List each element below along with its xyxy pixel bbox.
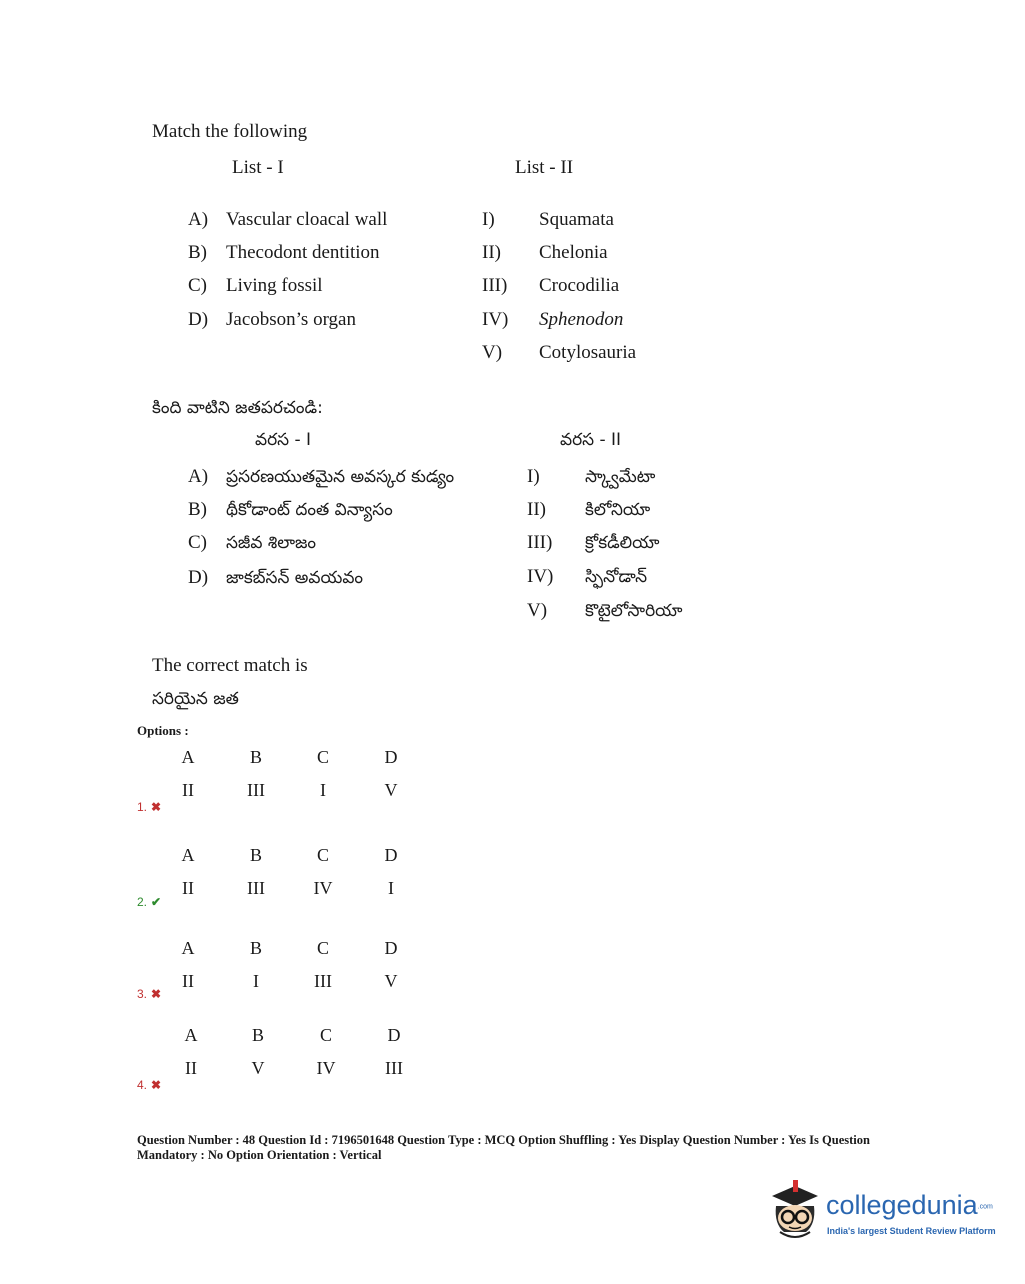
- option-value: I: [253, 971, 259, 991]
- option-header: B: [249, 938, 262, 958]
- option-number: 1. ✖: [137, 800, 162, 814]
- list1-item-telugu: జాకబ్‌సన్ అవయవం: [226, 568, 364, 588]
- list1-key: B): [188, 242, 207, 263]
- option-value: II: [182, 780, 194, 800]
- list1-item-telugu: థీకోడాంట్ దంత విన్యాసం: [226, 500, 393, 520]
- collegedunia-logo[interactable]: [766, 1180, 996, 1250]
- list1-item: Vascular cloacal wall: [226, 209, 388, 230]
- option-header: D: [384, 845, 398, 865]
- list2-key: III): [527, 532, 553, 553]
- list2-item-telugu: కిలోనియా: [585, 500, 651, 520]
- logo-suffix: .com: [977, 1203, 993, 1211]
- option-number: 2. ✔: [137, 895, 162, 909]
- list2-item-telugu: స్క్వామేటా: [585, 467, 656, 487]
- list2-item: Crocodilia: [539, 275, 620, 296]
- option-number: 4. ✖: [137, 1078, 162, 1092]
- list2-item-telugu: కొటైలోసారియా: [585, 601, 683, 621]
- option-value: I: [388, 878, 394, 898]
- option-value: III: [314, 971, 332, 991]
- list1-item-telugu: సజీవ శిలాజం: [226, 533, 317, 553]
- option-value: II: [182, 971, 194, 991]
- correct-match-prompt-telugu: సరియైన జత: [152, 689, 239, 709]
- option-value: II: [182, 878, 194, 898]
- logo-name: collegedunia: [826, 1190, 978, 1220]
- list2-item-telugu: క్రోకడీలియా: [585, 533, 660, 553]
- option-header: A: [181, 747, 195, 767]
- list2-key: II): [527, 499, 546, 520]
- option-value: III: [247, 878, 265, 898]
- question-metadata: Question Number : 48 Question Id : 7196501648 Question Type : MCQ Option Shuffling : Yes Display Question Number : Yes Is Question Mandatory : No Option Orientation : Vertical: [137, 1133, 870, 1162]
- option-header: B: [249, 747, 262, 767]
- list1-key: B): [188, 499, 207, 520]
- option-value: V: [251, 1058, 265, 1078]
- option-value: I: [320, 780, 326, 800]
- option-header: B: [251, 1025, 264, 1045]
- question-heading-telugu: కింది వాటిని జతపరచండి:: [152, 398, 323, 418]
- option-header: D: [387, 1025, 401, 1045]
- list2-key: II): [482, 242, 501, 263]
- option-header: A: [181, 938, 195, 958]
- option-value: III: [247, 780, 265, 800]
- option-header: C: [319, 1025, 332, 1045]
- list1-item-telugu: ప్రసరణయుతమైన అవస్కర కుడ్యం: [226, 467, 455, 487]
- list1-key: C): [188, 275, 207, 296]
- correct-match-prompt: The correct match is: [152, 655, 308, 676]
- list2-key: IV): [482, 309, 509, 330]
- option-value: V: [384, 780, 398, 800]
- list2-title-telugu: వరస - II: [560, 430, 622, 450]
- mascot-icon: [766, 1180, 824, 1246]
- list2-key: I): [482, 209, 495, 230]
- question-heading: Match the following: [152, 121, 308, 142]
- option-header: A: [184, 1025, 198, 1045]
- list1-key: A): [188, 209, 209, 230]
- option-number: 3. ✖: [137, 987, 162, 1001]
- list2-item: Squamata: [539, 209, 614, 230]
- option-header: D: [384, 938, 398, 958]
- list1-item: Living fossil: [226, 275, 323, 296]
- list1-item: Jacobson’s organ: [226, 309, 356, 330]
- check-mark-icon: ✔: [151, 895, 162, 909]
- list2-key: V): [527, 600, 548, 621]
- list1-key: C): [188, 532, 207, 553]
- list2-key: III): [482, 275, 508, 296]
- list2-title: List - II: [515, 157, 574, 178]
- list1-key: D): [188, 309, 209, 330]
- list1-title: List - I: [232, 157, 284, 178]
- option-value: V: [384, 971, 398, 991]
- option-value: IV: [313, 878, 333, 898]
- list2-key: IV): [527, 566, 554, 587]
- list2-key: I): [527, 466, 540, 487]
- list1-title-telugu: వరస - I: [255, 430, 312, 450]
- option-header: A: [181, 845, 195, 865]
- list2-key: V): [482, 342, 503, 363]
- option-value: IV: [316, 1058, 336, 1078]
- list2-item: Sphenodon: [539, 309, 624, 330]
- wrong-mark-icon: ✖: [151, 987, 162, 1001]
- list2-item-telugu: స్ఫినోడాన్: [585, 567, 648, 587]
- option-header: D: [384, 747, 398, 767]
- option-header: C: [316, 845, 329, 865]
- list2-item: Chelonia: [539, 242, 608, 263]
- wrong-mark-icon: ✖: [151, 800, 162, 814]
- option-header: C: [316, 747, 329, 767]
- option-header: C: [316, 938, 329, 958]
- option-value: III: [385, 1058, 403, 1078]
- list1-key: A): [188, 466, 209, 487]
- options-label: Options :: [137, 723, 189, 738]
- option-header: B: [249, 845, 262, 865]
- list1-item: Thecodont dentition: [226, 242, 380, 263]
- option-value: II: [185, 1058, 197, 1078]
- list2-item: Cotylosauria: [539, 342, 637, 363]
- logo-tagline: India's largest Student Review Platform: [827, 1226, 996, 1236]
- list1-key: D): [188, 567, 209, 588]
- wrong-mark-icon: ✖: [151, 1078, 162, 1092]
